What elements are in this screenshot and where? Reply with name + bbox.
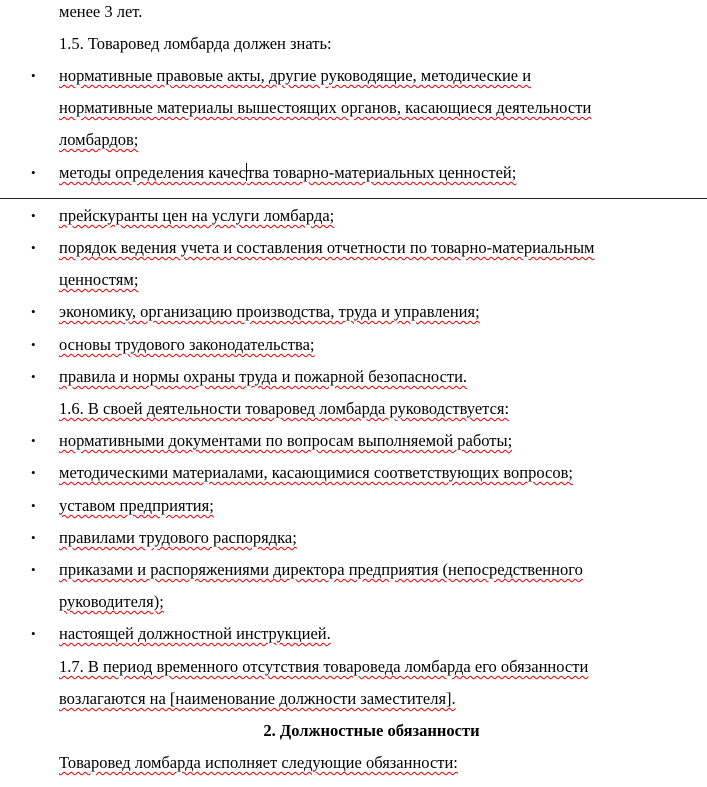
page-break-line: [0, 198, 707, 199]
list-item: уставом предприятия;: [59, 496, 214, 515]
list-item: порядок ведения учета и составления отчетности по товарно-материальным: [59, 238, 595, 257]
list-item-cont: нормативные материалы вышестоящих органов, касающиеся деятельности: [59, 98, 592, 117]
list-item: методическими материалами, касающимися соответствующих вопросов;: [59, 463, 573, 482]
section-1-7: 1.7. В период временного отсутствия товароведа ломбарда его обязанности: [59, 657, 589, 676]
section-1-5: 1.5. Товаровед ломбарда должен знать:: [59, 34, 332, 53]
list-item: прейскуранты цен на услуги ломбарда;: [59, 206, 335, 225]
bullet-icon: •: [31, 208, 36, 223]
list-item: методы определения качества товарно-материальных ценностей;: [59, 163, 517, 182]
bullet-icon: •: [31, 433, 36, 448]
bullet-icon: •: [31, 530, 36, 545]
list-item-cont: руководителя);: [59, 592, 164, 611]
section-1-7-cont: возлагаются на [наименование должности заместителя].: [59, 689, 456, 708]
list-item: основы трудового законодательства;: [59, 335, 315, 354]
text-line: Товаровед ломбарда исполняет следующие обязанности:: [59, 753, 458, 772]
list-item: нормативные правовые акты, другие руководящие, методические и: [59, 66, 532, 85]
list-item-cont: ценностям;: [59, 270, 139, 289]
section-1-6: 1.6. В своей деятельности товаровед ломбарда руководствуется:: [59, 399, 510, 418]
bullet-icon: •: [31, 240, 36, 255]
section-heading: 2. Должностные обязанности: [263, 721, 480, 740]
bullet-icon: •: [31, 369, 36, 384]
list-item: настоящей должностной инструкцией.: [59, 624, 331, 643]
bullet-icon: •: [31, 337, 36, 352]
list-item: правила и нормы охраны труда и пожарной безопасности.: [59, 367, 468, 386]
list-item: экономику, организацию производства, труда и управления;: [59, 302, 480, 321]
bullet-icon: •: [31, 626, 36, 641]
bullet-icon: •: [31, 562, 36, 577]
bullet-icon: •: [31, 465, 36, 480]
text-line: менее 3 лет.: [59, 2, 143, 21]
bullet-icon: •: [31, 165, 36, 180]
list-item: нормативными документами по вопросам выполняемой работы;: [59, 431, 513, 450]
list-item: приказами и распоряжениями директора предприятия (непосредственного: [59, 560, 583, 579]
bullet-icon: •: [31, 304, 36, 319]
bullet-icon: •: [31, 498, 36, 513]
list-item: правилами трудового распорядка;: [59, 528, 297, 547]
bullet-icon: •: [31, 68, 36, 83]
list-item-cont: ломбардов;: [59, 130, 139, 149]
